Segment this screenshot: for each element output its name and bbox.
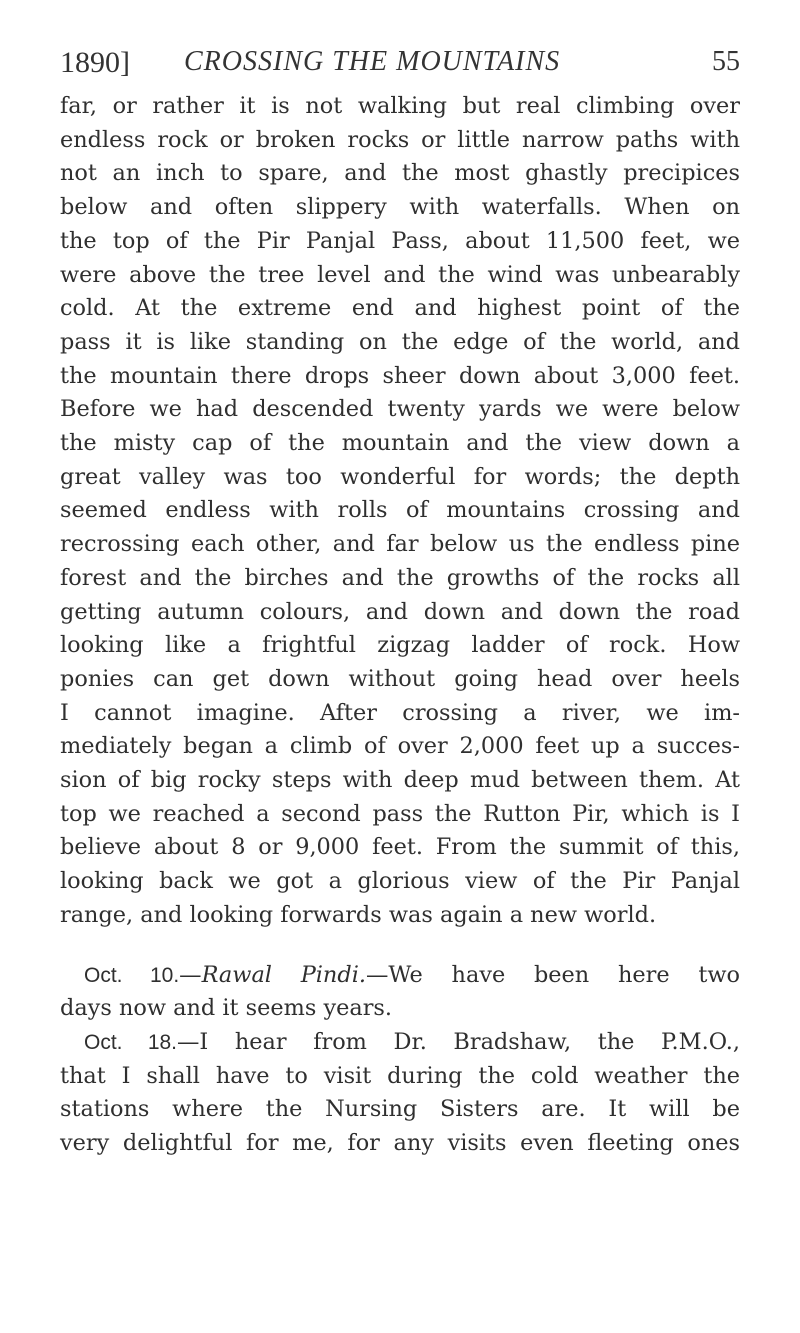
entry-date: Oct. 18. xyxy=(84,1030,178,1054)
book-page xyxy=(60,38,740,1161)
text-line: great valley was too wonderful for words; the depth xyxy=(60,463,740,490)
text-line: far, or rather it is not walking but real climbing over xyxy=(60,93,740,119)
text-line: ponies can get down without going head over heels xyxy=(60,665,740,692)
text-line: looking like a frightful zigzag ladder of rock. How xyxy=(60,632,740,659)
text-line: range, and looking forwards was again a new world. xyxy=(60,901,657,928)
running-head xyxy=(60,38,740,86)
text-line: very delightful for me, for any visits even fleeting ones xyxy=(60,1130,740,1157)
text-line xyxy=(60,959,740,993)
entry-dash: — xyxy=(179,961,202,988)
running-head-year: 1890] xyxy=(60,46,130,79)
text-line: the mountain there drops sheer down about 3,000 feet. xyxy=(60,362,740,389)
paragraph-1 xyxy=(60,90,740,933)
text-line: that I shall have to visit during the cold weather the xyxy=(60,1062,740,1089)
text-line: I cannot imagine. After crossing a river, we im- xyxy=(60,699,740,726)
text-line: Before we had descended twenty yards we were below xyxy=(60,396,740,423)
text-line: endless rock or broken rocks or little narrow paths with xyxy=(60,126,740,153)
text-line: pass it is like standing on the edge of the world, and xyxy=(60,328,740,355)
text-line: top we reached a second pass the Rutton Pir, which is I xyxy=(60,800,740,827)
text-line: below and often slippery with waterfalls. When on xyxy=(60,194,740,221)
diary-entry-oct-18 xyxy=(60,1026,740,1161)
text-line: recrossing each other, and far below us the endless pine xyxy=(60,531,740,558)
text-line: stations where the Nursing Sisters are. It will be xyxy=(60,1096,740,1123)
entry-text: —I hear from Dr. Bradshaw, the P.M.O., xyxy=(177,1028,741,1055)
page-number: 55 xyxy=(712,46,740,77)
text-line xyxy=(60,1026,740,1060)
text-line: forest and the birches and the growths of the rocks all xyxy=(60,564,740,591)
body-text xyxy=(60,90,740,1161)
entry-date: Oct. 10. xyxy=(84,963,180,987)
entry-text: —We have been here two xyxy=(365,961,740,988)
running-head-title: CROSSING THE MOUNTAINS xyxy=(184,46,561,77)
text-line: seemed endless with rolls of mountains crossing and xyxy=(60,497,740,524)
text-line: cold. At the extreme end and highest point of the xyxy=(60,295,740,322)
text-line: believe about 8 or 9,000 feet. From the summit of this, xyxy=(60,834,740,861)
text-line: not an inch to spare, and the most ghastly precipices xyxy=(60,160,740,187)
diary-entry-oct-10 xyxy=(60,959,740,1026)
text-line: looking back we got a glorious view of the Pir Panjal xyxy=(60,868,740,895)
text-line: sion of big rocky steps with deep mud between them. At xyxy=(60,767,740,794)
text-line: were above the tree level and the wind was unbearably xyxy=(60,261,740,288)
text-line: the top of the Pir Panjal Pass, about 11,500 feet, we xyxy=(60,227,740,254)
text-line: days now and it seems years. xyxy=(60,995,393,1022)
text-line: getting autumn colours, and down and down the road xyxy=(60,598,740,625)
text-line: mediately began a climb of over 2,000 feet up a succes- xyxy=(60,733,740,760)
paragraph-gap xyxy=(60,933,740,959)
text-line: the misty cap of the mountain and the view down a xyxy=(60,430,740,457)
entry-place: Rawal Pindi. xyxy=(201,961,366,988)
